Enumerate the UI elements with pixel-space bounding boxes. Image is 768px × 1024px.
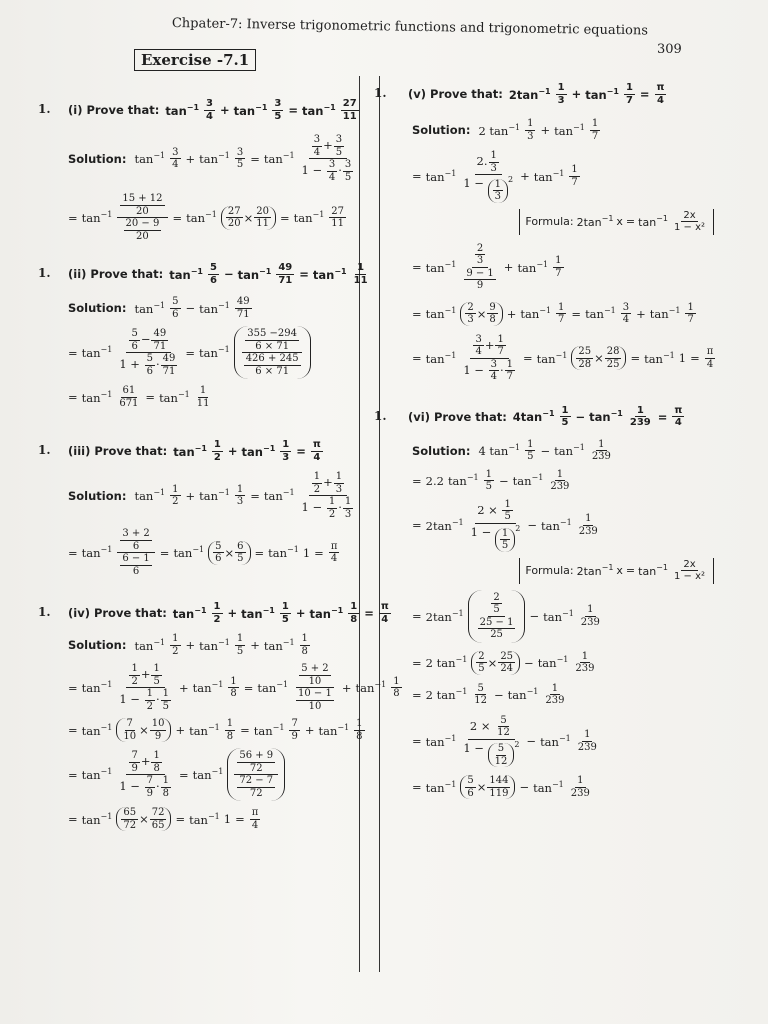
problem-statement: (ii) Prove that: $\tan^{-1}$ $\frac{5}{6}$ − $\tan^{-1}$ $\frac{49}{71}$ = $\tan^{-1}$ $\frac{1}{11}$	[68, 262, 368, 286]
solution-line: = $\tan^{-1}$ $\frac{61}{671}$ = $\tan^{-1}$ $\frac{1}{11}$	[68, 385, 210, 409]
problem-number: 1.	[38, 443, 51, 457]
problem-number: 1.	[38, 266, 51, 280]
problem-statement: (i) Prove that: $\tan^{-1}$ $\frac{3}{4}$ + $\tan^{-1}$ $\frac{3}{5}$ = $\tan^{-1}$ $\frac{27}{11}$	[68, 98, 357, 122]
solution-line: = $\tan^{-1}$ $\frac{3}{4}$ + $\frac{1}{7}$ 1 − $\frac{3}{4}$ · $\frac{1}{7}$ = $\tan^{-1}$ $\frac{25}{28}$ × $\frac{28}{25}$ = $\tan^{-1}$ 1 = $\frac{\pi}{4}$	[412, 333, 714, 383]
left-column	[38, 88, 400, 831]
solution-line: = $\tan^{-1}$ $\frac{\frac{3 + 2}{6}}{\frac{6 - 1}{6}}$ = $\tan^{-1}$ $\frac{5}{6}$ × $\frac{6}{5}$ = $\tan^{-1}$ 1 = $\frac{\pi}{4}$	[68, 528, 338, 577]
problem-statement: (iii) Prove that: $\tan^{-1}$ $\frac{1}{2}$ + $\tan^{-1}$ $\frac{1}{3}$ = $\frac{\pi}{4}$	[68, 439, 321, 463]
formula-note: Formula: $2\tan^{-1}$ x = $\tan^{-1}$ $\frac{2x}{\text{1 − x²}}$	[382, 558, 714, 584]
problem-number: 1.	[374, 408, 387, 423]
problem-number: 1.	[38, 102, 51, 116]
solution-line: = $2\tan^{-1}$ 2 × $\frac{1}{5}$ 1 − $\frac{1}{5}$ $^2$ − $\tan^{-1}$ $\frac{1}{239}$	[412, 498, 598, 552]
solution-line: = $\tan^{-1}$ $\frac{5}{6}$ − $\frac{49}{71}$ 1 + $\frac{5}{6}$ · $\frac{49}{71}$ = $\tan^{-1}$ $\frac{\frac{355 -294}{6 \times 71}}{\frac{426 + 245}{6 \times 71}}$	[68, 326, 356, 379]
chapter-header: Chpater-7: Inverse trigonometric functions and trigonometric equations	[171, 16, 649, 39]
problem-vi	[374, 404, 722, 800]
solution-line: = $\tan^{-1}$ $\frac{2}{3}$ × $\frac{9}{8}$ + $\tan^{-1}$ $\frac{1}{7}$ = $\tan^{-1}$ $\frac{3}{4}$ + $\tan^{-1}$ $\frac{1}{7}$	[412, 301, 694, 326]
solution-line: = $2\tan^{-1}$ $\frac{\frac{2}{5}}{\frac{25 - 1}{25}}$ − $\tan^{-1}$ $\frac{1}{239}$	[412, 590, 722, 643]
solution-line: Solution: 2 $\tan^{-1}$ $\frac{1}{3}$ + $\tan^{-1}$ $\frac{1}{7}$	[412, 118, 599, 142]
formula-note: Formula: $2\tan^{-1}$ x = $\tan^{-1}$ $\frac{2x}{\text{1 − x²}}$	[382, 209, 714, 235]
solution-line: = $\tan^{-1}$ $\frac{7}{10}$ × $\frac{10}{9}$ + $\tan^{-1}$ $\frac{1}{8}$ = $\tan^{-1}$ $\frac{7}{9}$ + $\tan^{-1}$ $\frac{1}{8}$	[68, 718, 363, 742]
solution-line: = $\tan^{-1}$ $\frac{5}{6}$ × $\frac{144}{119}$ − $\tan^{-1}$ $\frac{1}{239}$	[412, 775, 590, 799]
right-column	[374, 72, 722, 799]
solution-line: = $\tan^{-1}$ 2. $\frac{1}{3}$ 1 − $\frac{1}{3}$ $^2$ + $\tan^{-1}$ $\frac{1}{7}$	[412, 150, 578, 203]
solution-line: = $\tan^{-1}$ $\frac{\frac{15 + 12}{20}}{\frac{20 - 9}{20}}$ = $\tan^{-1}$ $\frac{27}{20}$ × $\frac{20}{11}$ = $\tan^{-1}$ $\frac{27}{11}$	[68, 193, 345, 242]
solution-line: = $\tan^{-1}$ 2 × $\frac{5}{12}$ 1 − $\frac{5}{12}$ $^2$ − $\tan^{-1}$ $\frac{1}{239}$	[412, 714, 597, 767]
problem-statement: (vi) Prove that: $4\tan^{-1}$ $\frac{1}{5}$ − $\tan^{-1}$ $\frac{1}{239}$ = $\frac{\pi}{4}$	[408, 404, 683, 429]
problem-ii	[38, 262, 368, 409]
solution-line: = 2.2 $\tan^{-1}$ $\frac{1}{5}$ − $\tan^{-1}$ $\frac{1}{239}$	[412, 468, 570, 493]
problem-i	[38, 98, 356, 242]
solution-line: = $\tan^{-1}$ $\frac{\frac{2}{3}}{\frac{9 - 1}{9}}$ + $\tan^{-1}$ $\frac{1}{7}$	[412, 242, 562, 292]
problem-number: 1.	[374, 86, 387, 100]
solution-line: Solution: $\tan^{-1}$ $\frac{3}{4}$ + $\tan^{-1}$ $\frac{3}{5}$ = $\tan^{-1}$ $\frac{3}{4}$ + $\frac{3}{5}$ 1 − $\frac{3}{4}$ · $\frac{3}{5}$	[68, 134, 352, 183]
solution-line: = 2 $\tan^{-1}$ $\frac{2}{5}$ × $\frac{25}{24}$ − $\tan^{-1}$ $\frac{1}{239}$	[412, 650, 595, 675]
column-divider	[379, 76, 380, 972]
solution-line: = 2 $\tan^{-1}$ $\frac{5}{12}$ − $\tan^{-1}$ $\frac{1}{239}$	[412, 682, 565, 707]
solution-line: = $\tan^{-1}$ $\frac{65}{72}$ × $\frac{72}{65}$ = $\tan^{-1}$ 1 = $\frac{\pi}{4}$	[68, 807, 259, 831]
solution-line: = $\tan^{-1}$ $\frac{1}{2}$ + $\frac{1}{5}$ 1 − $\frac{1}{2}$ · $\frac{1}{5}$ + $\tan^{-1}$ $\frac{1}{8}$ = $\tan^{-1}$ $\frac{\frac{5 + 2}{10}}{\frac{10 - 1}{10}}$ + $\tan^{-1}$ $\frac{1}{8}$	[68, 663, 400, 712]
problem-iii	[38, 439, 356, 577]
solution-line: Solution: $\tan^{-1}$ $\frac{1}{2}$ + $\tan^{-1}$ $\frac{1}{5}$ + $\tan^{-1}$ $\frac{1}{8}$	[68, 633, 308, 657]
problem-statement: (v) Prove that: $2\tan^{-1}$ $\frac{1}{3}$ + $\tan^{-1}$ $\frac{1}{7}$ = $\frac{\pi}{4}$	[408, 82, 665, 106]
column-divider	[359, 76, 360, 972]
problem-v	[374, 82, 722, 383]
solution-line: Solution: 4 $\tan^{-1}$ $\frac{1}{5}$ − $\tan^{-1}$ $\frac{1}{239}$	[412, 438, 611, 463]
solution-line: = $\tan^{-1}$ $\frac{7}{9}$ + $\frac{1}{8}$ 1 − $\frac{7}{9}$ · $\frac{1}{8}$ = $\tan^{-1}$ $\frac{\frac{56 + 9}{72}}{\frac{72 - 7}{72}}$	[68, 748, 356, 801]
exercise-title: Exercise -7.1	[134, 49, 256, 71]
problem-statement: (iv) Prove that: $\tan^{-1}$ $\frac{1}{2}$ + $\tan^{-1}$ $\frac{1}{5}$ + $\tan^{-1}$ $\frac{1}{8}$ = $\frac{\pi}{4}$	[68, 601, 389, 625]
problem-iv	[38, 601, 400, 831]
page-number: 309	[657, 42, 682, 57]
solution-line: Solution: $\tan^{-1}$ $\frac{1}{2}$ + $\tan^{-1}$ $\frac{1}{3}$ = $\tan^{-1}$ $\frac{1}{2}$ + $\frac{1}{3}$ 1 − $\frac{1}{2}$ · $\frac{1}{3}$	[68, 471, 352, 520]
solution-line: Solution: $\tan^{-1}$ $\frac{5}{6}$ − $\tan^{-1}$ $\frac{49}{71}$	[68, 296, 250, 320]
problem-number: 1.	[38, 605, 51, 619]
